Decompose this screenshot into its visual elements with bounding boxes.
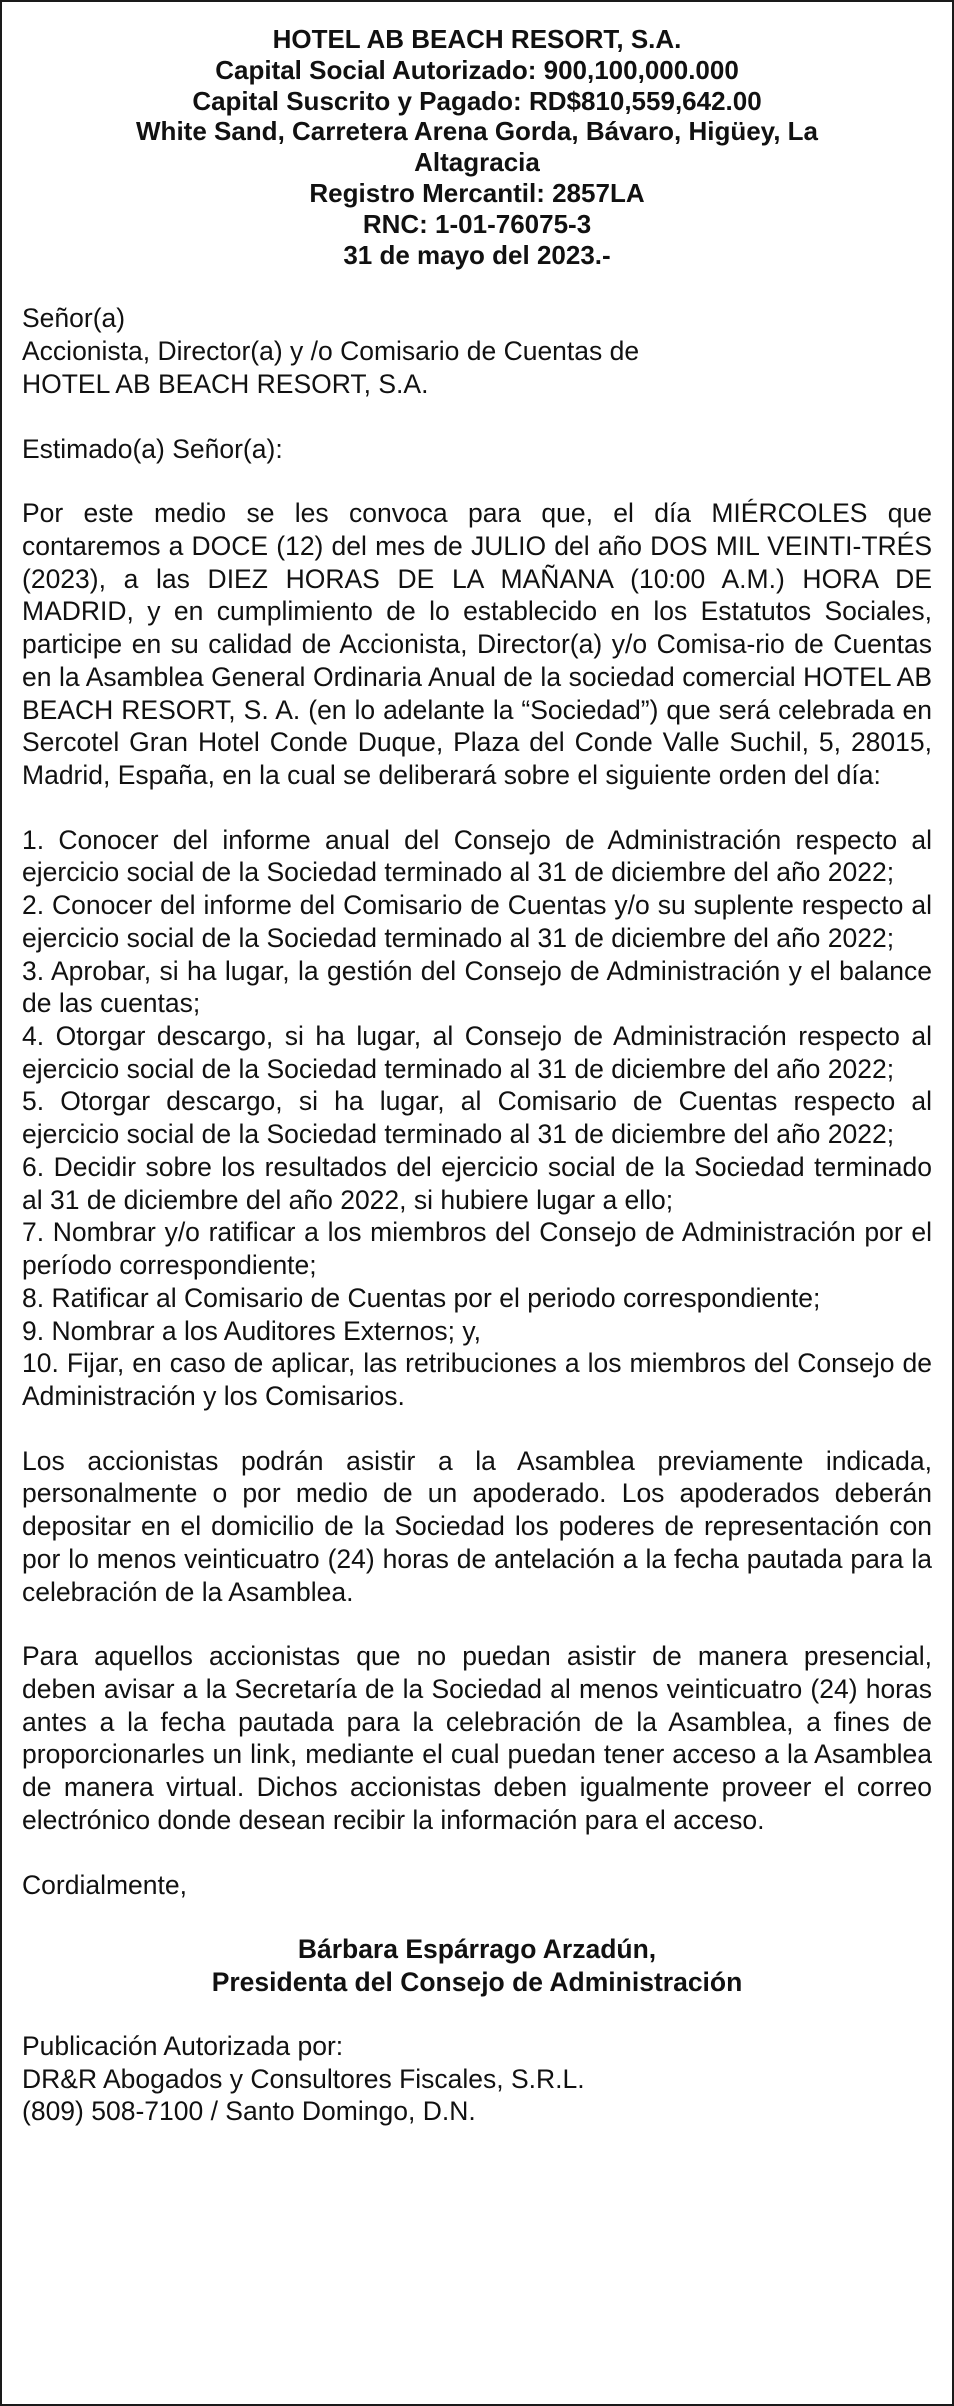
address-line-1: White Sand, Carretera Arena Gorda, Bávaro, Higüey, La [136, 116, 818, 147]
spacer [22, 1901, 932, 1933]
spacer [22, 1413, 932, 1445]
recipient-line-1: Señor(a) [22, 303, 126, 334]
spacer [22, 792, 932, 824]
agenda-item: 9. Nombrar a los Auditores Externos; y, [22, 1315, 482, 1346]
capital-authorized: Capital Social Autorizado: 900,100,000.000 [215, 54, 739, 85]
attendance-paragraph: Los accionistas podrán asistir a la Asamblea previamente indicada, personalmente o por medio de un apoderado. Los apoderados deberán depositar en el domicilio de la Sociedad los poderes de representación con por lo menos veinticuatro (24) horas de antelación a la fecha pautada para la celebración de la Asamblea. [22, 1445, 932, 1607]
spacer [22, 465, 932, 497]
agenda-list [22, 824, 932, 1413]
notice-header [22, 24, 932, 270]
agenda-item: 5. Otorgar descargo, si ha lugar, al Comisario de Cuentas respecto al ejercicio social de la Sociedad terminado al 31 de diciembre del año 2022; [22, 1086, 932, 1150]
capital-paid: Capital Suscrito y Pagado: RD$810,559,642.00 [192, 85, 762, 116]
publication-line-2: DR&R Abogados y Consultores Fiscales, S.R.L. [22, 2063, 585, 2094]
agenda-item: 4. Otorgar descargo, si ha lugar, al Consejo de Administración respecto al ejercicio social de la Sociedad terminado al 31 de diciembre del año 2022; [22, 1021, 932, 1084]
recipient-line-3: HOTEL AB BEACH RESORT, S.A. [22, 368, 429, 399]
agenda-item: 7. Nombrar y/o ratificar a los miembros del Consejo de Administración por el período correspondiente; [22, 1217, 932, 1281]
agenda-item: 1. Conocer del informe anual del Consejo de Administración respecto al ejercicio social de la Sociedad terminado al 31 de diciembre del año 2022; [22, 824, 932, 888]
intro-paragraph: Por este medio se les convoca para que, el día MIÉRCOLES que contaremos a DOCE (12) del mes de JULIO del año DOS MIL VEINTI-TRÉS (2023), a las DIEZ HORAS DE LA MAÑANA (10:00 A.M.) HORA DE MADRID, y en cumplimiento de lo establecido en los Estatutos Sociales, participe en su calidad de Accionista, Director(a) y/o Comisa-rio de Cuentas en la Asamblea General Ordinaria Anual de la sociedad comercial HOTEL AB BEACH RESORT, S. A. (en lo adelante la “Sociedad”) que será celebrada en Sercotel Gran Hotel Conde Duque, Plaza del Conde Valle Suchil, 5, 28015, Madrid, España, en la cual se deliberará sobre el siguiente orden del día: [22, 498, 932, 790]
publication-line-1: Publicación Autorizada por: [22, 2030, 344, 2061]
signatory-title: Presidenta del Consejo de Administración [211, 1966, 743, 1997]
agenda-item: 3. Aprobar, si ha lugar, la gestión del Consejo de Administración y el balance de las cuentas; [22, 955, 932, 1019]
agenda-item: 8. Ratificar al Comisario de Cuentas por el periodo correspondiente; [22, 1282, 821, 1313]
notice-date: 31 de mayo del 2023.- [343, 239, 611, 270]
publication-line-3: (809) 508-7100 / Santo Domingo, D.N. [22, 2096, 476, 2127]
commercial-registry: Registro Mercantil: 2857LA [309, 177, 645, 208]
spacer [22, 1837, 932, 1869]
spacer [22, 401, 932, 433]
rnc-number: RNC: 1-01-76075-3 [362, 208, 592, 239]
address-line-2: Altagracia [414, 147, 540, 178]
signatory-name: Bárbara Espárrago Arzadún, [297, 1934, 657, 1965]
spacer [22, 1998, 932, 2030]
spacer [22, 1608, 932, 1640]
company-name: HOTEL AB BEACH RESORT, S.A. [272, 24, 682, 54]
closing: Cordialmente, [22, 1869, 187, 1900]
agenda-item: 6. Decidir sobre los resultados del ejercicio social de la Sociedad terminado al 31 de diciembre del año 2022, si hubiere lugar a ello; [22, 1151, 932, 1215]
salutation: Estimado(a) Señor(a): [22, 433, 283, 464]
recipient-block [22, 302, 932, 400]
signature-block [22, 1933, 932, 1998]
publication-block [22, 2030, 932, 2128]
recipient-line-2: Accionista, Director(a) y /o Comisario de Cuentas de [22, 336, 640, 367]
agenda-item: 2. Conocer del informe del Comisario de Cuentas y/o su suplente respecto al ejercicio social de la Sociedad terminado al 31 de diciembre del año 2022; [22, 890, 932, 953]
spacer [22, 270, 932, 302]
agenda-item: 10. Fijar, en caso de aplicar, las retribuciones a los miembros del Consejo de Administración y los Comisarios. [22, 1348, 932, 1411]
virtual-attendance-paragraph: Para aquellos accionistas que no puedan asistir de manera presencial, deben avisar a la Secretaría de la Sociedad al menos veinticuatro (24) horas antes a la fecha pautada para la celebración de la Asamblea, a fines de proporcionarles un link, mediante el cual puedan tener acceso a la Asamblea de manera virtual. Dichos accionistas deben igualmente proveer el correo electrónico donde desean recibir la información para el acceso. [22, 1641, 932, 1835]
